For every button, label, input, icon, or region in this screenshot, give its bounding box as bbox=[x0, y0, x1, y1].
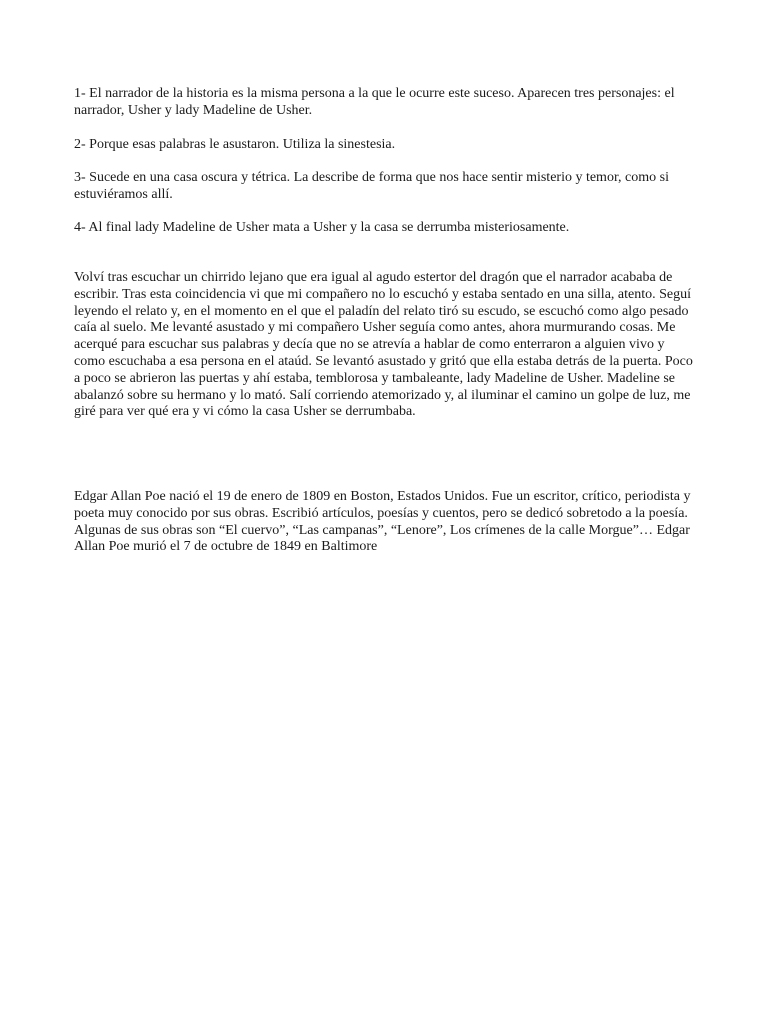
answer-1-paragraph: 1- El narrador de la historia es la misma persona a la que le ocurre este suceso. Aparecen tres personajes: el narrador, Usher y lady Madeline de Usher. bbox=[74, 86, 675, 118]
biography-paragraph: Edgar Allan Poe nació el 19 de enero de 1809 en Boston, Estados Unidos. Fue un escritor, crítico, periodista y poeta muy conocido por sus obras. Escribió artículos, poesías y cuentos, pero se dedicó sobretodo a la poesía. Algunas de sus obras son “El cuervo”, “Las campanas”, “Lenore”, Los crímenes de la calle Morgue”… Edgar Allan Poe murió el 7 de octubre de 1849 en Baltimore bbox=[74, 489, 691, 555]
answer-4-paragraph: 4- Al final lady Madeline de Usher mata a Usher y la casa se derrumba misteriosamente. bbox=[74, 220, 570, 235]
narrative-paragraph: Volví tras escuchar un chirrido lejano que era igual al agudo estertor del dragón que el narrador acababa de escribir. Tras esta coincidencia vi que mi compañero no lo escuchó y estaba sentado en una silla, atento. Seguí leyendo el relato y, en el momento en el que el paladín del relato tiró su escudo, se escuchó como algo pesado caía al suelo. Me levanté asustado y mi compañero Usher seguía como antes, ahora murmurando cosas. Me acerqué para escuchar sus palabras y decía que no se atrevía a hablar de como enterraron a alguien vivo y como escuchaba a esa persona en el ataúd. Se levantó asustado y gritó que ella estaba detrás de la puerta. Poco a poco se abrieron las puertas y ahí estaba, temblorosa y tambaleante, lady Madeline de Usher. Madeline se abalanzó sobre su hermano y lo mató. Salí corriendo atemorizado y, al iluminar el camino un golpe de luz, me giré para ver qué era y vi cómo la casa Usher se derrumbaba. bbox=[74, 270, 693, 420]
answer-3-paragraph: 3- Sucede en una casa oscura y tétrica. La describe de forma que nos hace sentir misterio y temor, como si estuviéramos allí. bbox=[74, 170, 669, 202]
answer-2-paragraph: 2- Porque esas palabras le asustaron. Utiliza la sinestesia. bbox=[74, 137, 396, 152]
